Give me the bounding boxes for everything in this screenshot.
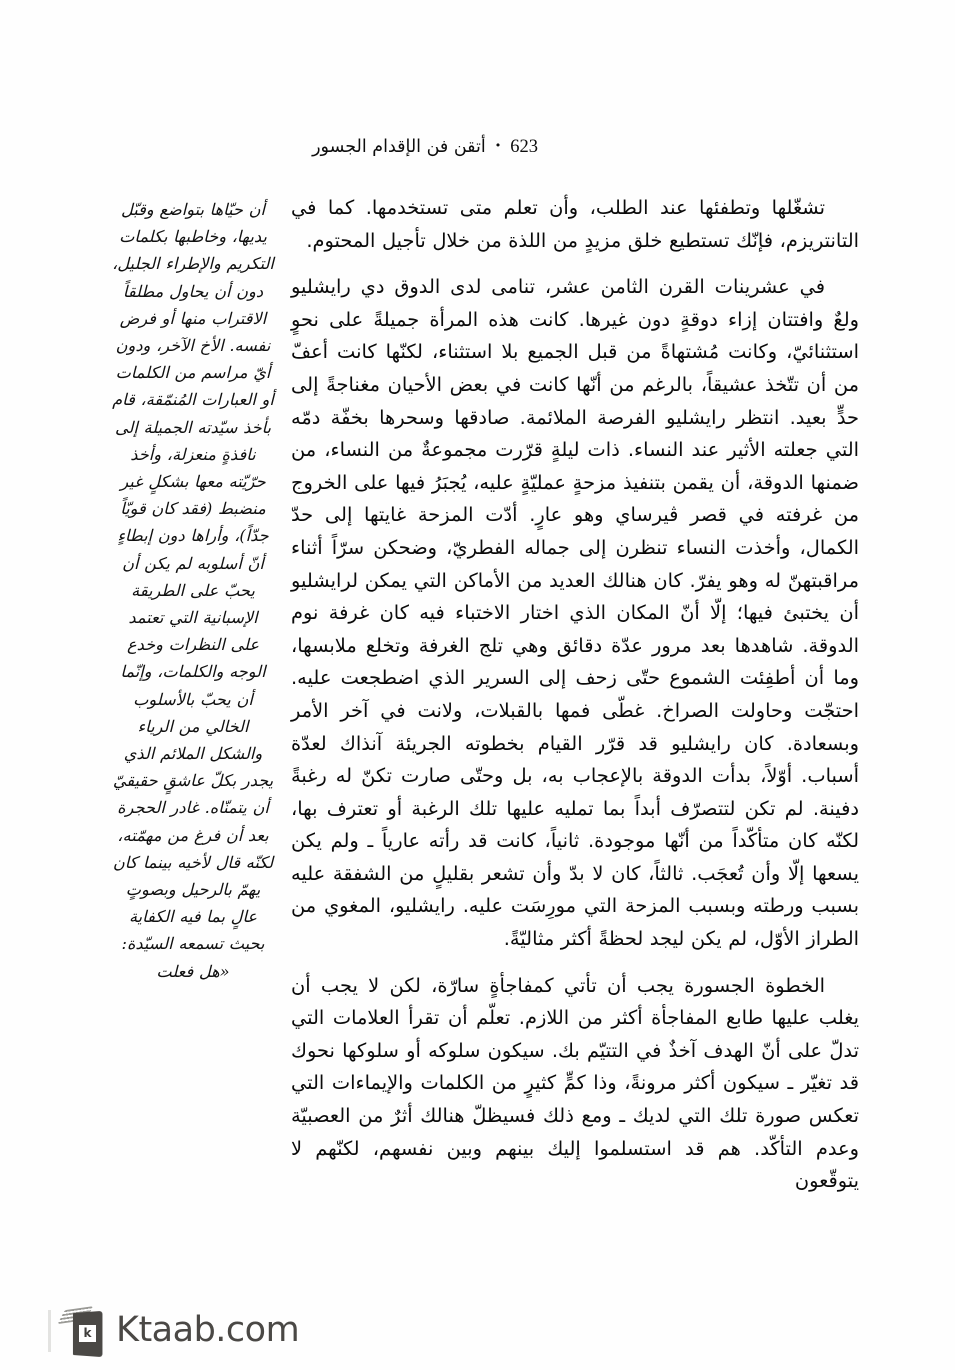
watermark-letter: k bbox=[79, 1325, 96, 1342]
ktaab-watermark bbox=[60, 1304, 299, 1356]
main-text-column bbox=[291, 192, 859, 1198]
running-head-separator-dot: • bbox=[494, 139, 502, 152]
book-icon bbox=[60, 1304, 104, 1356]
paragraph: في عشرينات القرن الثامن عشر، تنامى لدى الدوق دي رايشليو ولعٌ وافتتان إزاء دوقةٍ دون غيرها. كانت هذه المرأة جميلةً على نحوٍ استثنائيّ، وكانت مُشتهاةً من قبل الجميع بلا استثناء، لكنّها كانت أعفّ من أن تتّخذ عشيقاً، بالرغم من أنّها كانت في بعض الأحيان مغناجةً إلى حدٍّ بعيد. انتظر رايشليو الفرصة الملائمة. صادقها وسحرها بخفّة دمّه التي جعلته الأثير عند النساء. ذات ليلةٍ قرّرت مجموعةٌ من النساء، من ضمنها الدوقة، أن يقمن بتنفيذ مزحةٍ عمليّةٍ عليه، يُجبَرُ فيها على الخروج من غرفته في قصر ڤيرساي وهو عارٍ. أدّت المزحة غايتها إلى حدّ الكمال، وأخذت النساء تنظرن إلى جماله الفطريّ، وضحكن سرّاً أثناء مراقبتهنّ له وهو يفرّ. كان هنالك العديد من الأماكن التي يمكن لرايشليو أن يختبئ فيها؛ إلّا أنّ المكان الذي اختار الاختباء فيه كان غرفة نوم الدوقة. شاهدها بعد مرور عدّة دقائق وهي تلج الغرفة وتخلع ملابسها، وما أن أطفِئت الشموع حتّى زحف إلى السرير الذي اضطجعت عليه. احتجّت وحاولت الصراخ. غطّى فمها بالقبلات، ولانت في آخر الأمر وبسعادة. كان رايشليو قد قرّر القيام بخطوته الجريئة آنذاك لعدّة أسباب. أوّلاً، بدأت الدوقة بالإعجاب به، بل وحتّى صارت تكنّ له رغبةً دفينة. لم تكن لتتصرّف أبداً بما تمليه عليها تلك الرغبة أو تعترف بها، لكنّه كان متأكّداً من أنّها موجودة. ثانياً، كانت قد رأته عارياً ـ ولم يكن يسعها إلّا وأن تُعجَب. ثالثاً، كان لا بدّ وأن تشعر بقليلٍ من الشفقة عليه بسبب ورطته وبسبب المزحة التي مورِسَت عليه. رايشليو، المغوي من الطراز الأوّل، لم يكن ليجد لحظةً أكثر مثاليّةً. bbox=[291, 275, 859, 951]
margin-sidenote-column bbox=[112, 196, 274, 985]
running-head bbox=[118, 138, 538, 157]
page-edge-shadow bbox=[48, 1310, 51, 1352]
watermark-label: Ktaab.com bbox=[116, 1309, 300, 1350]
paragraph: الخطوة الجسورة يجب أن تأتي كمفاجأةٍ سارّة، لكن لا يجب أن يغلب عليها طابع المفاجأة أكثر من اللازم. تعلّم أن تقرأ العلامات التي تدلّ على أنّ الهدف آخذٌ في التتيّم بك. سيكون سلوكه أو سلوكها نحوك قد تغيّر ـ سيكون أكثر مرونةً، وذا كمٍّ كثيرٍ من الكلمات والإيماءات التي تعكس صورة تلك التي لديك ـ ومع ذلك فسيظلّ هنالك أثرٌ من العصبيّة وعدم التأكّد. هم قد استسلموا إليك بينهم وبين نفسهم، لكنّهم لا يتوقّعون bbox=[291, 973, 859, 1193]
running-head-title: أتقن فن الإقدام الجسور bbox=[312, 137, 486, 157]
page-number: 623 bbox=[510, 137, 538, 157]
paragraph: تشغّلها وتطفئها عند الطلب، وأن تعلم متى تستخدمها. كما في التانتريزم، فإنّك تستطيع خلق مزيدٍ من اللذة من خلال تأجيل المحتوم. bbox=[291, 196, 859, 252]
margin-note-text: أن حيّاها بتواضع وقبّل يديها، وخاطبها بكلمات التكريم والإطراء الجليل، دون أن يحاول مطلقاً الاقتراب منها أو فرض نفسه. الأخ الآخر، ودون أيّ مراسم من الكلمات أو العبارات المُنمّقة، قام بأخذ سيّدته الجميلة إلى نافذةٍ منعزلة، وأخذ حرّيّته معها بشكلٍ غير منضبط (فقد كان قويّاً جدّاً)، وأراها دون إبطاءٍ أنّ أسلوبه لم يكن أن يحبّ على الطريقة الإسبانية التي تعتمد على النظرات وخدع الوجه والكلمات، وإنّما أن يحبّ بالأسلوب الخالي من الرياء والشكل الملائم الذي يجدر بكلّ عاشقٍ حقيقيّ أن يتمنّاه. غادر الحجرة بعد أن فرغ من مهمّته، لكنّه قال لأخيه بينما كان يهمّ بالرحيل وبصوتٍ عالٍ بما فيه الكفاية بحيث تسمعه السيّدة: «هل فعلت bbox=[112, 200, 274, 981]
